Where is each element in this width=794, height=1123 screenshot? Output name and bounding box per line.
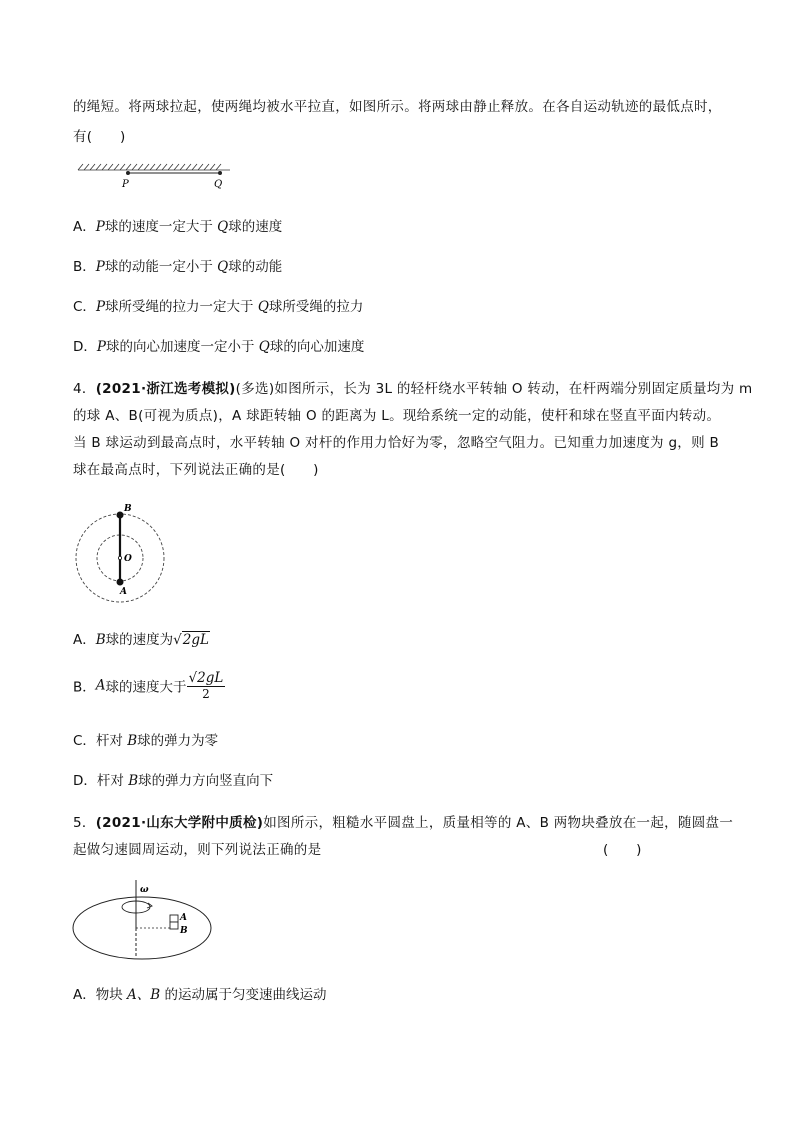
- q3-stem-line1: 的绳短。将两球拉起，使两绳均被水平拉直，如图所示。将两球由静止释放。在各自运动轨迹的最低点时，: [73, 99, 722, 115]
- q5-stem-line1: 5．(2021·山东大学附中质检)如图所示，粗糙水平圆盘上，质量相等的 A、B 两物块叠放在一起，随圆盘一: [73, 815, 734, 831]
- ball-b: [117, 512, 124, 519]
- block-a: [170, 915, 178, 922]
- pivot-o: [118, 556, 121, 559]
- ball-q: [218, 171, 222, 175]
- q5-option-a[interactable]: A．物块 A、B 的运动属于匀变速曲线运动: [73, 987, 327, 1003]
- q3-stem-line2: 有( ): [73, 129, 126, 145]
- q5-number: 5．: [73, 815, 96, 831]
- q4-stem-line3: 当 B 球运动到最高点时，水平转轴 O 对杆的作用力恰好为零，忽略空气阻力。已知重力加速度为 g，则 B: [73, 435, 720, 451]
- q4-option-a[interactable]: A．B球的速度为√2gL: [73, 632, 209, 648]
- q4-stem-line2: 的球 A、B(可视为质点)，A 球距转轴 O 的距离为 L。现给系统一定的动能，使杆和球在竖直平面内转动。: [73, 408, 721, 424]
- label-a: A: [180, 913, 187, 923]
- q3-option-d[interactable]: D．P球的向心加速度一定小于 Q球的向心加速度: [73, 339, 365, 355]
- q4-source: (2021·浙江选考模拟): [95, 381, 236, 397]
- ball-a: [117, 579, 124, 586]
- q4-option-b[interactable]: B．A球的速度大于 $\frac{√2gL}{2}$: [73, 670, 224, 701]
- q3-figure: [74, 160, 234, 190]
- q4-option-d[interactable]: D．杆对 B球的弹力方向竖直向下: [73, 773, 274, 789]
- label-b: B: [124, 504, 132, 514]
- label-p: P: [122, 179, 129, 190]
- q4-option-c[interactable]: C．杆对 B球的弹力为零: [73, 733, 219, 749]
- q4-stem-line4: 球在最高点时，下列说法正确的是( ): [73, 462, 319, 478]
- ball-p: [126, 171, 130, 175]
- q5-answer-bracket: ( ): [603, 842, 642, 858]
- q4-figure: [72, 500, 168, 604]
- block-b: [170, 922, 178, 929]
- q4-number: 4．: [73, 381, 96, 397]
- label-o: O: [124, 554, 132, 564]
- q5-source: (2021·山东大学附中质检): [95, 815, 264, 831]
- label-b: B: [180, 926, 188, 936]
- label-omega: ω: [140, 885, 149, 895]
- q3-option-a[interactable]: A．P球的速度一定大于 Q球的速度: [73, 219, 283, 235]
- label-a: A: [120, 587, 127, 597]
- q3-option-b[interactable]: B．P球的动能一定小于 Q球的动能: [73, 259, 283, 275]
- q4-stem-line1: 4．(2021·浙江选考模拟)(多选)如图所示，长为 3L 的轻杆绕水平转轴 O 转动，在杆两端分别固定质量均为 m: [73, 381, 753, 397]
- label-q: Q: [214, 179, 223, 190]
- q5-stem-line2: 起做匀速圆周运动，则下列说法正确的是: [73, 842, 322, 858]
- q3-option-c[interactable]: C．P球所受绳的拉力一定大于 Q球所受绳的拉力: [73, 299, 364, 315]
- q5-figure: [70, 876, 215, 966]
